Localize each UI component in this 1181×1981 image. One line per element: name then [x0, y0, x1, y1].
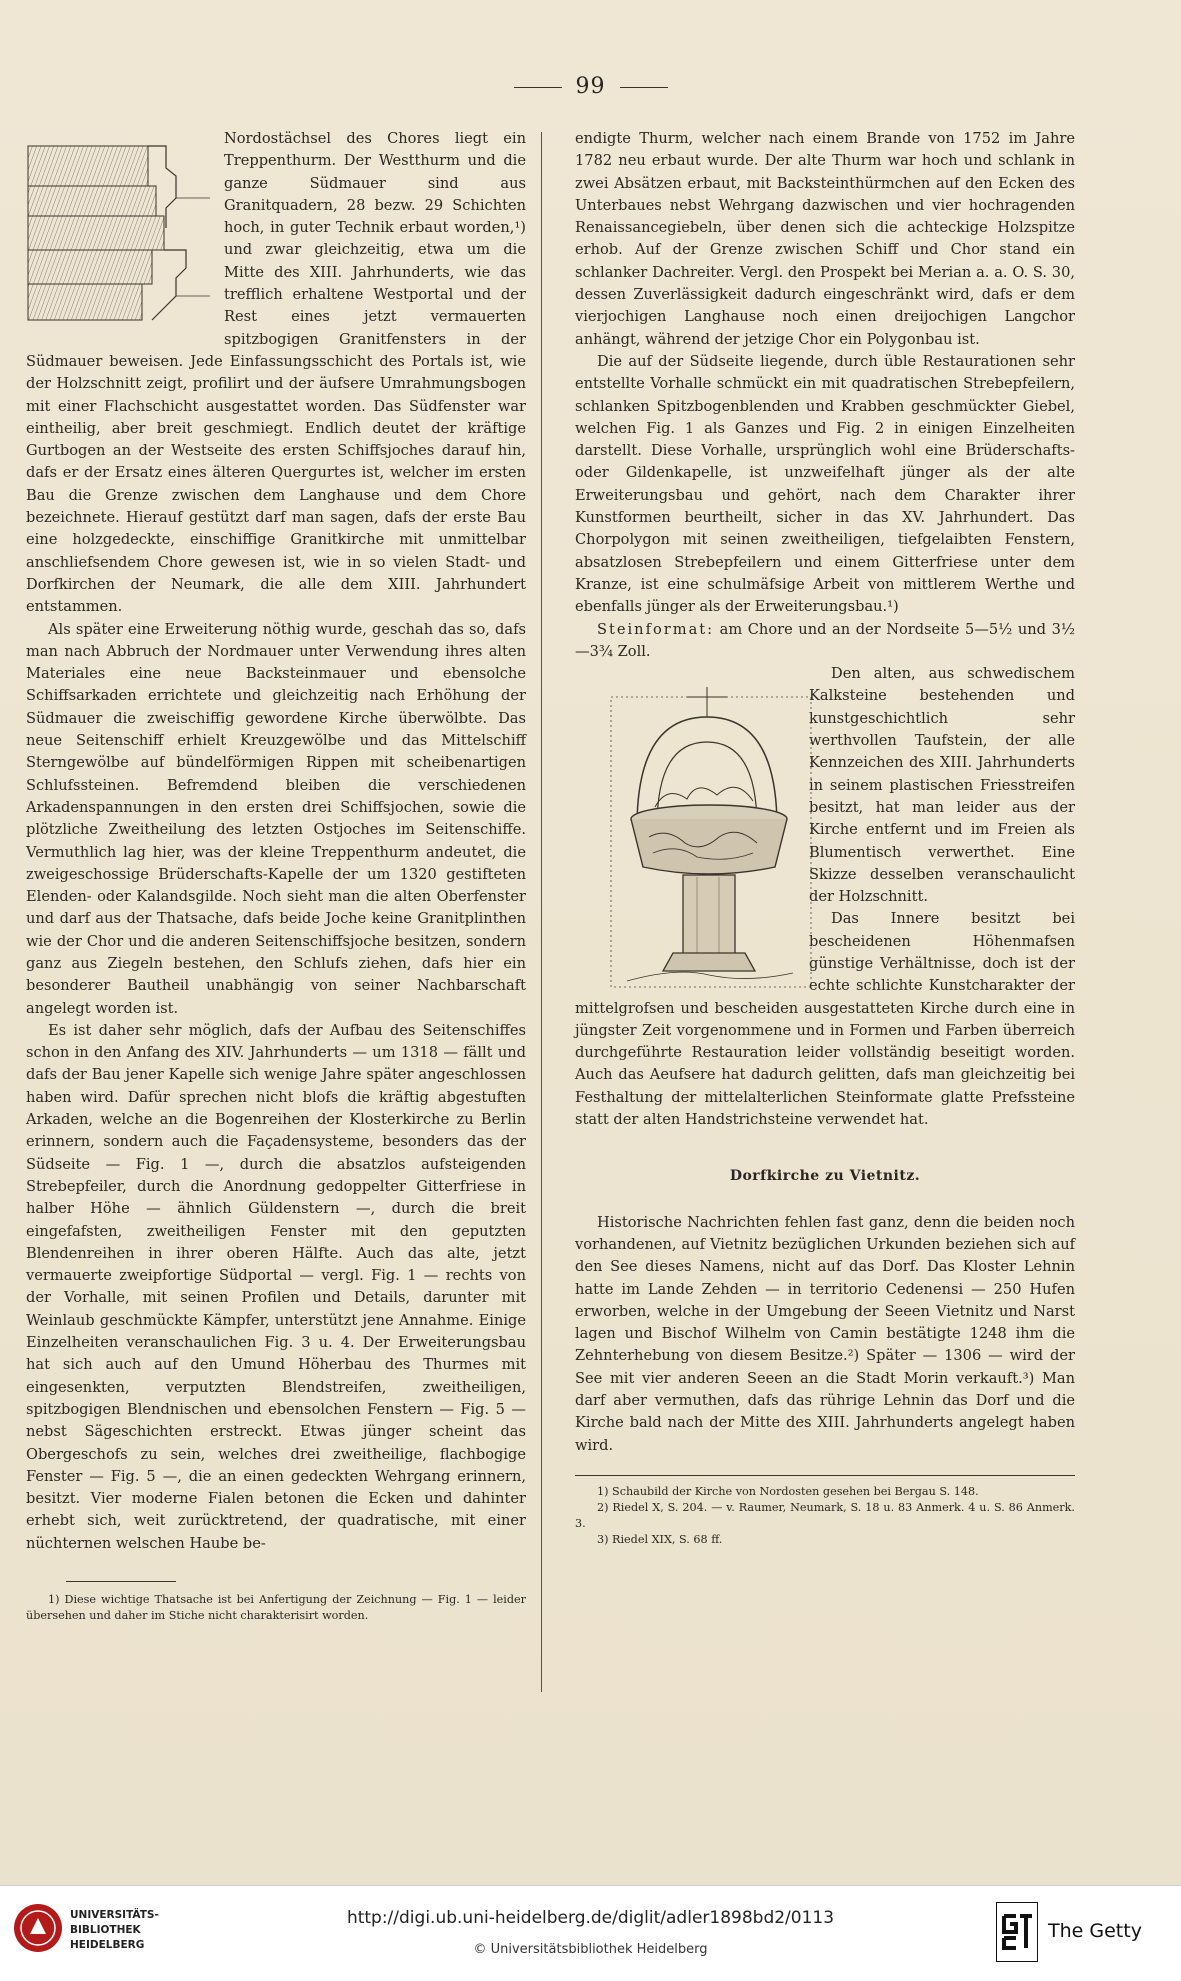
portal-profile-figure — [26, 128, 212, 338]
left-column — [26, 128, 526, 1624]
baptismal-font-drawing — [597, 667, 819, 989]
right-footnotes — [575, 1475, 1075, 1548]
copyright-notice: © Universitätsbibliothek Heidelberg — [473, 1942, 708, 1957]
right-paragraph-2: Die auf der Südseite liegende, durch üble Restaurationen sehr entstellte Vorhalle schmückt ein mit quadratischen Strebepfeilern, schlanken Spitzbogenblenden und Krabben geschmückter Giebel, welchen Fig. 1 als Ganzes und Fig. 2 in einigen Einzelheiten darstellt. Diese Vorhalle, ursprünglich wohl eine Brüderschafts- oder Gildenkapelle, ist unzweifelhaft jünger als der alte Erweiterungsbau und gehört, nach dem Charakter ihrer Kunstformen beurtheilt, sicher in das XV. Jahrhundert. Das Chorpolygon mit seinen zweitheiligen, tiefgelaibten Fenstern, absatzlosen Strebepfeilern und einem Gitterfriese unter dem Kranze, ist eine schulmäfsige Arbeit von mittlerem Werthe und ebenfalls jünger als der Erweiterungsbau.¹) — [575, 352, 1075, 616]
section-title: Dorfkirche zu Vietnitz. — [729, 1168, 921, 1185]
stone-format-label: Steinformat: — [597, 620, 715, 638]
permalink-url[interactable]: http://digi.ub.uni-heidelberg.de/diglit/adler1898bd2/0113 — [346, 1908, 835, 1928]
footnote-rule-right — [575, 1475, 1075, 1476]
baptismal-font-figure — [575, 667, 797, 989]
portal-profile-drawing — [26, 128, 212, 338]
left-paragraph-1: Nordostächsel des Chores liegt ein Treppenthurm. Der Westthurm und die ganze Südmauer sind aus Granitquadern, 28 bezw. 29 Schichten hoch, in guter Technik erbaut worden,¹) und zwar gleichzeitig, etwa um die Mitte des XIII. Jahrhunderts, wie das trefflich erhaltene Westportal und der Rest eines jetzt vermauerten spitzbogigen Granitfensters in der Südmauer beweisen. Jede Einfassungsschicht des Portals ist, wie der Holzschnitt zeigt, profilirt und der äufsere Umrahmungsbogen mit einer Flachschicht ausgestattet worden. Das Südfenster war eintheilig, aber breit geschmiegt. Endlich deutet der kräftige Gurtbogen an der Westseite des ersten Schiffsjoches darauf hin, dafs er der Ersatz eines älteren Quergurtes ist, welcher im ersten Bau die Grenze zwischen dem Langhause und dem Chore bezeichnete. Hierauf gestützt darf man sagen, dafs der erste Bau eine holzgedeckte, einschiffige Granitkirche mit unmittelbar anschliefsendem Chore gewesen ist, wie in so vielen Stadt- und Dorfkirchen der Neumark, die alle dem XIII. Jahrhundert entstammen. — [26, 130, 526, 616]
left-paragraph-3: Es ist daher sehr möglich, dafs der Aufbau des Seitenschiffes schon in den Anfang des XIV. Jahrhunderts — um 1318 — fällt und dafs der Bau jener Kapelle sich wenige Jahre später angeschlossen haben wird. Dafür sprechen nicht blofs die kräftig abgestuften Arkaden, welche an die Bogenreihen der Klosterkirche zu Berlin erinnern, sondern auch die Façadensysteme, besonders das der Südseite — Fig. 1 —, durch die absatzlos aufsteigenden Strebepfeiler, durch die Anordnung gedoppelter Gitterfriese in halber Höhe — ähnlich Güldenstern —, durch die breit eingefafsten, zweitheiligen Fenster mit den geputzten Blendenreihen in ihrer oberen Hälfte. Auch das alte, jetzt vermauerte zweipfortige Südportal — vergl. Fig. 1 — rechts von der Vorhalle, mit seinen Profilen und Details, darunter mit Weinlaub geschmückte Kämpfer, unterstützt jene Annahme. Einige Einzelheiten veranschaulichen Fig. 3 u. 4. Der Erweiterungsbau hat sich auch auf den Umund Höherbau des Thurmes mit eingesenkten, verputzten Blendstreifen, zweitheiligen, spitzbogigen Blendnischen und ebensolchen Fenstern — Fig. 5 — nebst Sägeschichten erstreckt. Etwas jünger scheint das Obergeschofs zu sein, welches drei zweitheilige, flachbogige Fenster — Fig. 5 —, die an einen gedeckten Wehrgang erinnern, besitzt. Vier moderne Fialen betonen die Ecken und dahinter erhebt sich, weit zurücktretend, der quadratische, mit einer nüchternen welschen Haube be- — [26, 1021, 526, 1552]
right-paragraph-6: Historische Nachrichten fehlen fast ganz, denn die beiden noch vorhandenen, auf Vietnitz bezüglichen Urkunden beziehen sich auf den See dieses Namens, nicht auf das Dorf. Das Kloster Lehnin hatte im Lande Zehden — in territorio Cedenensi — 250 Hufen erworben, welche in der Umgebung der Seeen Vietnitz und Narst lagen und Bischof Wilhelm von Camin bestätigte 1248 ihm die Zehnterhebung von diesem Besitze.²) Später — 1306 — wird der See mit vier anderen Seeen an die Stadt Morin verkauft.³) Man darf aber vermuthen, dafs das rührige Lehnin das Dorf und die Kirche bald nach der Mitte des XIII. Jahrhunderts angelegt haben wird. — [575, 1213, 1075, 1454]
right-column — [575, 128, 1075, 1548]
right-footnote-3: 3) Riedel XIX, S. 68 ff. — [597, 1532, 723, 1546]
getty-logo-icon[interactable] — [996, 1902, 1038, 1962]
right-paragraph-4: Den alten, aus schwedischem Kalksteine bestehenden und kunstgeschichtlich sehr werthvollen Taufstein, der alle Kennzeichen des XIII. Jahrhunderts in seinem plastischen Friesstreifen besitzt, hat man leider aus der Kirche entfernt und im Freien als Blumentisch verwerthet. Eine Skizze desselben veranschaulicht der Holzschnitt. — [575, 663, 1075, 908]
footnote-rule-left — [66, 1581, 176, 1582]
right-footnote-2: 2) Riedel X, S. 204. — v. Raumer, Neumark, S. 18 u. 83 Anmerk. 4 u. S. 86 Anmerk. 3. — [575, 1500, 1075, 1530]
left-paragraph-2: Als später eine Erweiterung nöthig wurde, geschah das so, dafs man nach Abbruch der Nordmauer unter Verwendung ihres alten Materiales eine neue Backsteinmauer und ebensolche Schiffsarkaden errichtete und gleichzeitig nach Erhöhung der Südmauer die zweischiffig gewordene Kirche überwölbte. Das neue Seitenschiff erhielt Kreuzgewölbe und das Mittelschiff Sterngewölbe auf bündelförmigen Rippen mit scheibenartigen Schlufssteinen. Befremdend bleiben die verschiedenen Arkadenspannungen in den ersten drei Schiffsjochen, sowie die plötzliche Zweitheilung des letzten Ostjoches im Seitenschiffe. Vermuthlich lag hier, was der kleine Treppenthurm andeutet, die zweigeschossige Brüderschafts-Kapelle der um 1320 gestifteten Elenden- oder Kalandsgilde. Noch sieht man die alten Oberfenster und darf aus der Thatsache, dafs beide Joche keine Granitplinthen wie der Chor und die anderen Seitenschiffsjoche besitzen, sondern ganz aus Ziegeln bestehen, den Schlufs ziehen, dafs hier ein besonderer Bautheil unabhängig von seiner Nachbarschaft angelegt worden ist. — [26, 620, 526, 1017]
right-footnote-1: 1) Schaubild der Kirche von Nordosten gesehen bei Bergau S. 148. — [597, 1484, 979, 1498]
right-paragraph-3: Steinformat: am Chore und an der Nordseite 5—5½ und 3½—3¾ Zoll. — [575, 620, 1075, 660]
right-paragraph-1: endigte Thurm, welcher nach einem Brande von 1752 im Jahre 1782 neu erbaut wurde. Der alte Thurm war hoch und schlank in zwei Absätzen erbaut, mit Backsteinthürmchen auf den Ecken des Unterbaues nebst Wehrgang dazwischen und vier hochragenden Renaissancegiebeln, über denen sich die achteckige Holzspitze erhob. Auf der Grenze zwischen Schiff und Chor stand ein schlanker Dachreiter. Vergl. den Prospekt bei Merian a. a. O. S. 30, dessen Zuverlässigkeit dadurch eingeschränkt wird, dafs er dem vierjochigen Langhause noch einen dreijochigen Langchor anhängt, während der jetzige Chor ein Polygonbau ist. — [575, 130, 1075, 348]
column-divider — [541, 132, 542, 1692]
getty-label: The Getty — [1048, 1920, 1142, 1942]
right-paragraph-5: Das Innere besitzt bei bescheidenen Höhenmafsen günstige Verhältnisse, doch ist der echte schlichte Kunstcharakter der mittelgrofsen und bescheiden ausgestatteten Kirche durch eine in jüngster Zeit vorgenommene und in Formen und Farben überreich durchgeführte Restauration leider vollständig beseitigt worden. Auch das Aeufsere hat dadurch gelitten, dafs man gleichzeitig bei Festhaltung der mittelalterlichen Steinformate glatte Prefssteine statt der alten Handstrichsteine verwendet hat. — [575, 910, 1075, 1129]
left-footnote: 1) Diese wichtige Thatsache ist bei Anfertigung der Zeichnung — Fig. 1 — leider übersehen und daher im Stiche nicht charakterisirt worden. — [26, 1593, 526, 1622]
viewer-footer — [0, 1885, 1181, 1981]
library-name: UNIVERSITÄTS- BIBLIOTHEK HEIDELBERG — [70, 1909, 159, 1951]
page-number: 99 — [0, 74, 1181, 99]
